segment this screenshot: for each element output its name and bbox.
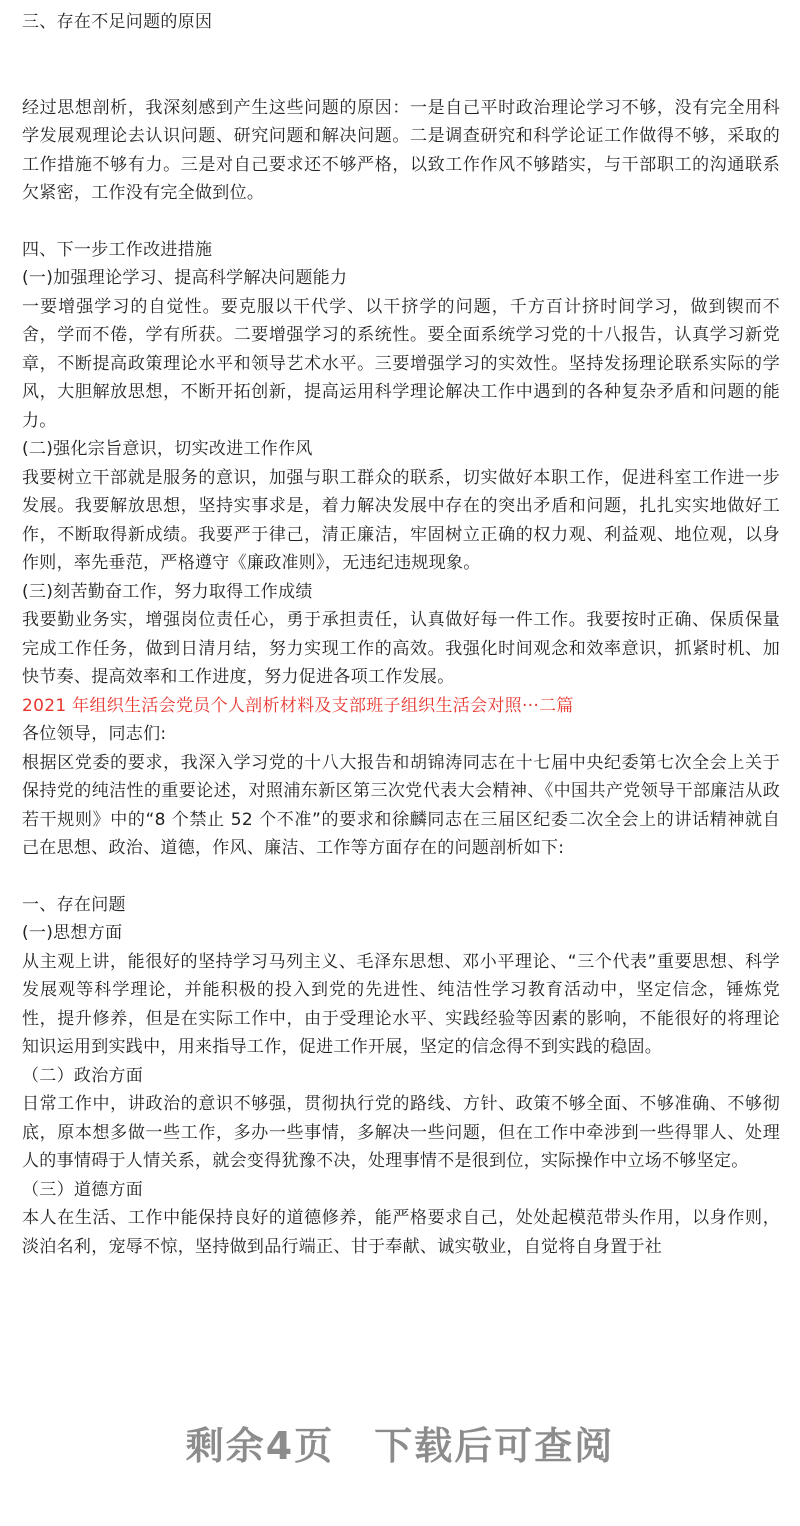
- thought-heading: (一)思想方面: [22, 923, 123, 943]
- measure3-heading: (三)刻苦勤奋工作，努力取得工作成绩: [22, 581, 313, 602]
- thought-body: 从主观上讲，能很好的坚持学习马列主义、毛泽东思想、邓小平理论、“三个代表”重要思想、科学发展观等科学理论，并能积极的投入到党的先进性、纯洁性学习教育活动中，坚定信念，锤炼党性，提升修养，但是在实际工作中，由于受理论水平、实践经验等因素的影响，不能很好的将理论知识运用到实践中，用来指导工作，促进工作开展，坚定的信念得不到实践的稳固。: [22, 951, 780, 1057]
- morality-heading: （三）道德方面: [22, 1179, 144, 1200]
- morality-body: 本人在生活、工作中能保持良好的道德修养，能严格要求自己，处处起模范带头作用，以身作则，淡泊名利，宠辱不惊，坚持做到品行端正、甘于奉献、诚实敬业，自觉将自身置于社: [22, 1208, 780, 1257]
- politics-body: 日常工作中，讲政治的意识不够强，贯彻执行党的路线、方针、政策不够全面、不够准确、不够彻底，原本想多做一些工作，多办一些事情，多解决一些问题，但在工作中牵涉到一些得罪人、处理人的事情碍于人情关系，就会变得犹豫不决，处理事情不是很到位，实际操作中立场不够坚定。: [22, 1094, 780, 1171]
- measure3-body: 我要勤业务实，增强岗位责任心，勇于承担责任，认真做好每一件工作。我要按时正确、保质保量完成工作任务，做到日清月结，努力实现工作的高效。我强化时间观念和效率意识，抓紧时机、加快节奏、提高效率和工作进度，努力促进各项工作发展。: [22, 610, 780, 687]
- measure1-heading: (一)加强理论学习、提高科学解决问题能力: [22, 268, 348, 288]
- document-body: [22, 8, 780, 1261]
- article2-title: 2021 年组织生活会党员个人剖析材料及支部班子组织生活会对照···二篇: [22, 695, 574, 716]
- greeting: 各位领导，同志们:: [22, 724, 167, 744]
- spacer: [22, 863, 780, 891]
- download-hint-label: 下载后可查阅: [374, 1424, 615, 1468]
- remaining-pages-label: 剩余4页: [185, 1424, 335, 1468]
- measure1-body: 一要增强学习的自觉性。要克服以干代学、以干挤学的问题，千方百计挤时间学习，做到锲而不舍，学而不倦，学有所获。二要增强学习的系统性。要全面系统学习党的十八报告，认真学习新党章，不断提高政策理论水平和领导艺术水平。三要增强学习的实效性。坚持发扬理论联系实际的学风，大胆解放思想，不断开拓创新，提高运用科学理论解决工作中遇到的各种复杂矛盾和问题的能力。: [22, 296, 780, 431]
- measure2-heading: (二)强化宗旨意识，切实改进工作作风: [22, 439, 313, 459]
- download-prompt-banner[interactable]: [0, 1415, 800, 1470]
- politics-heading: （二）政治方面: [22, 1065, 144, 1086]
- section4-heading: 四、下一步工作改进措施: [22, 239, 213, 260]
- part1-heading: 一、存在问题: [22, 894, 126, 915]
- text-fade-overlay: [0, 1330, 800, 1410]
- section3-body: 经过思想剖析，我深刻感到产生这些问题的原因：一是自己平时政治理论学习不够，没有完全用科学发展观理论去认识问题、研究问题和解决问题。二是调查研究和科学论证工作做得不够，采取的工作措施不够有力。三是对自己要求还不够严格，以致工作作风不够踏实，与干部职工的沟通联系欠紧密，工作没有完全做到位。: [22, 97, 780, 203]
- spacer: [22, 37, 780, 94]
- spacer: [22, 208, 780, 236]
- section3-heading: 三、存在不足问题的原因: [22, 12, 213, 32]
- intro-paragraph: 根据区党委的要求，我深入学习党的十八大报告和胡锦涛同志在十七届中央纪委第七次全会上关于保持党的纯洁性的重要论述，对照浦东新区第三次党代表大会精神、《中国共产党领导干部廉洁从政若干规则》中的“8 个禁止 52 个不准”的要求和徐麟同志在三届区纪委二次全会上的讲话精神就自己在思想、政治、道德，作风、廉洁、工作等方面存在的问题剖析如下:: [22, 752, 780, 858]
- measure2-body: 我要树立干部就是服务的意识，加强与职工群众的联系，切实做好本职工作，促进科室工作进一步发展。我要解放思想，坚持实事求是，着力解决发展中存在的突出矛盾和问题，扎扎实实地做好工作，不断取得新成绩。我要严于律己，清正廉洁，牢固树立正确的权力观、利益观、地位观，以身作则，率先垂范，严格遵守《廉政准则》，无违纪违规现象。: [22, 467, 780, 573]
